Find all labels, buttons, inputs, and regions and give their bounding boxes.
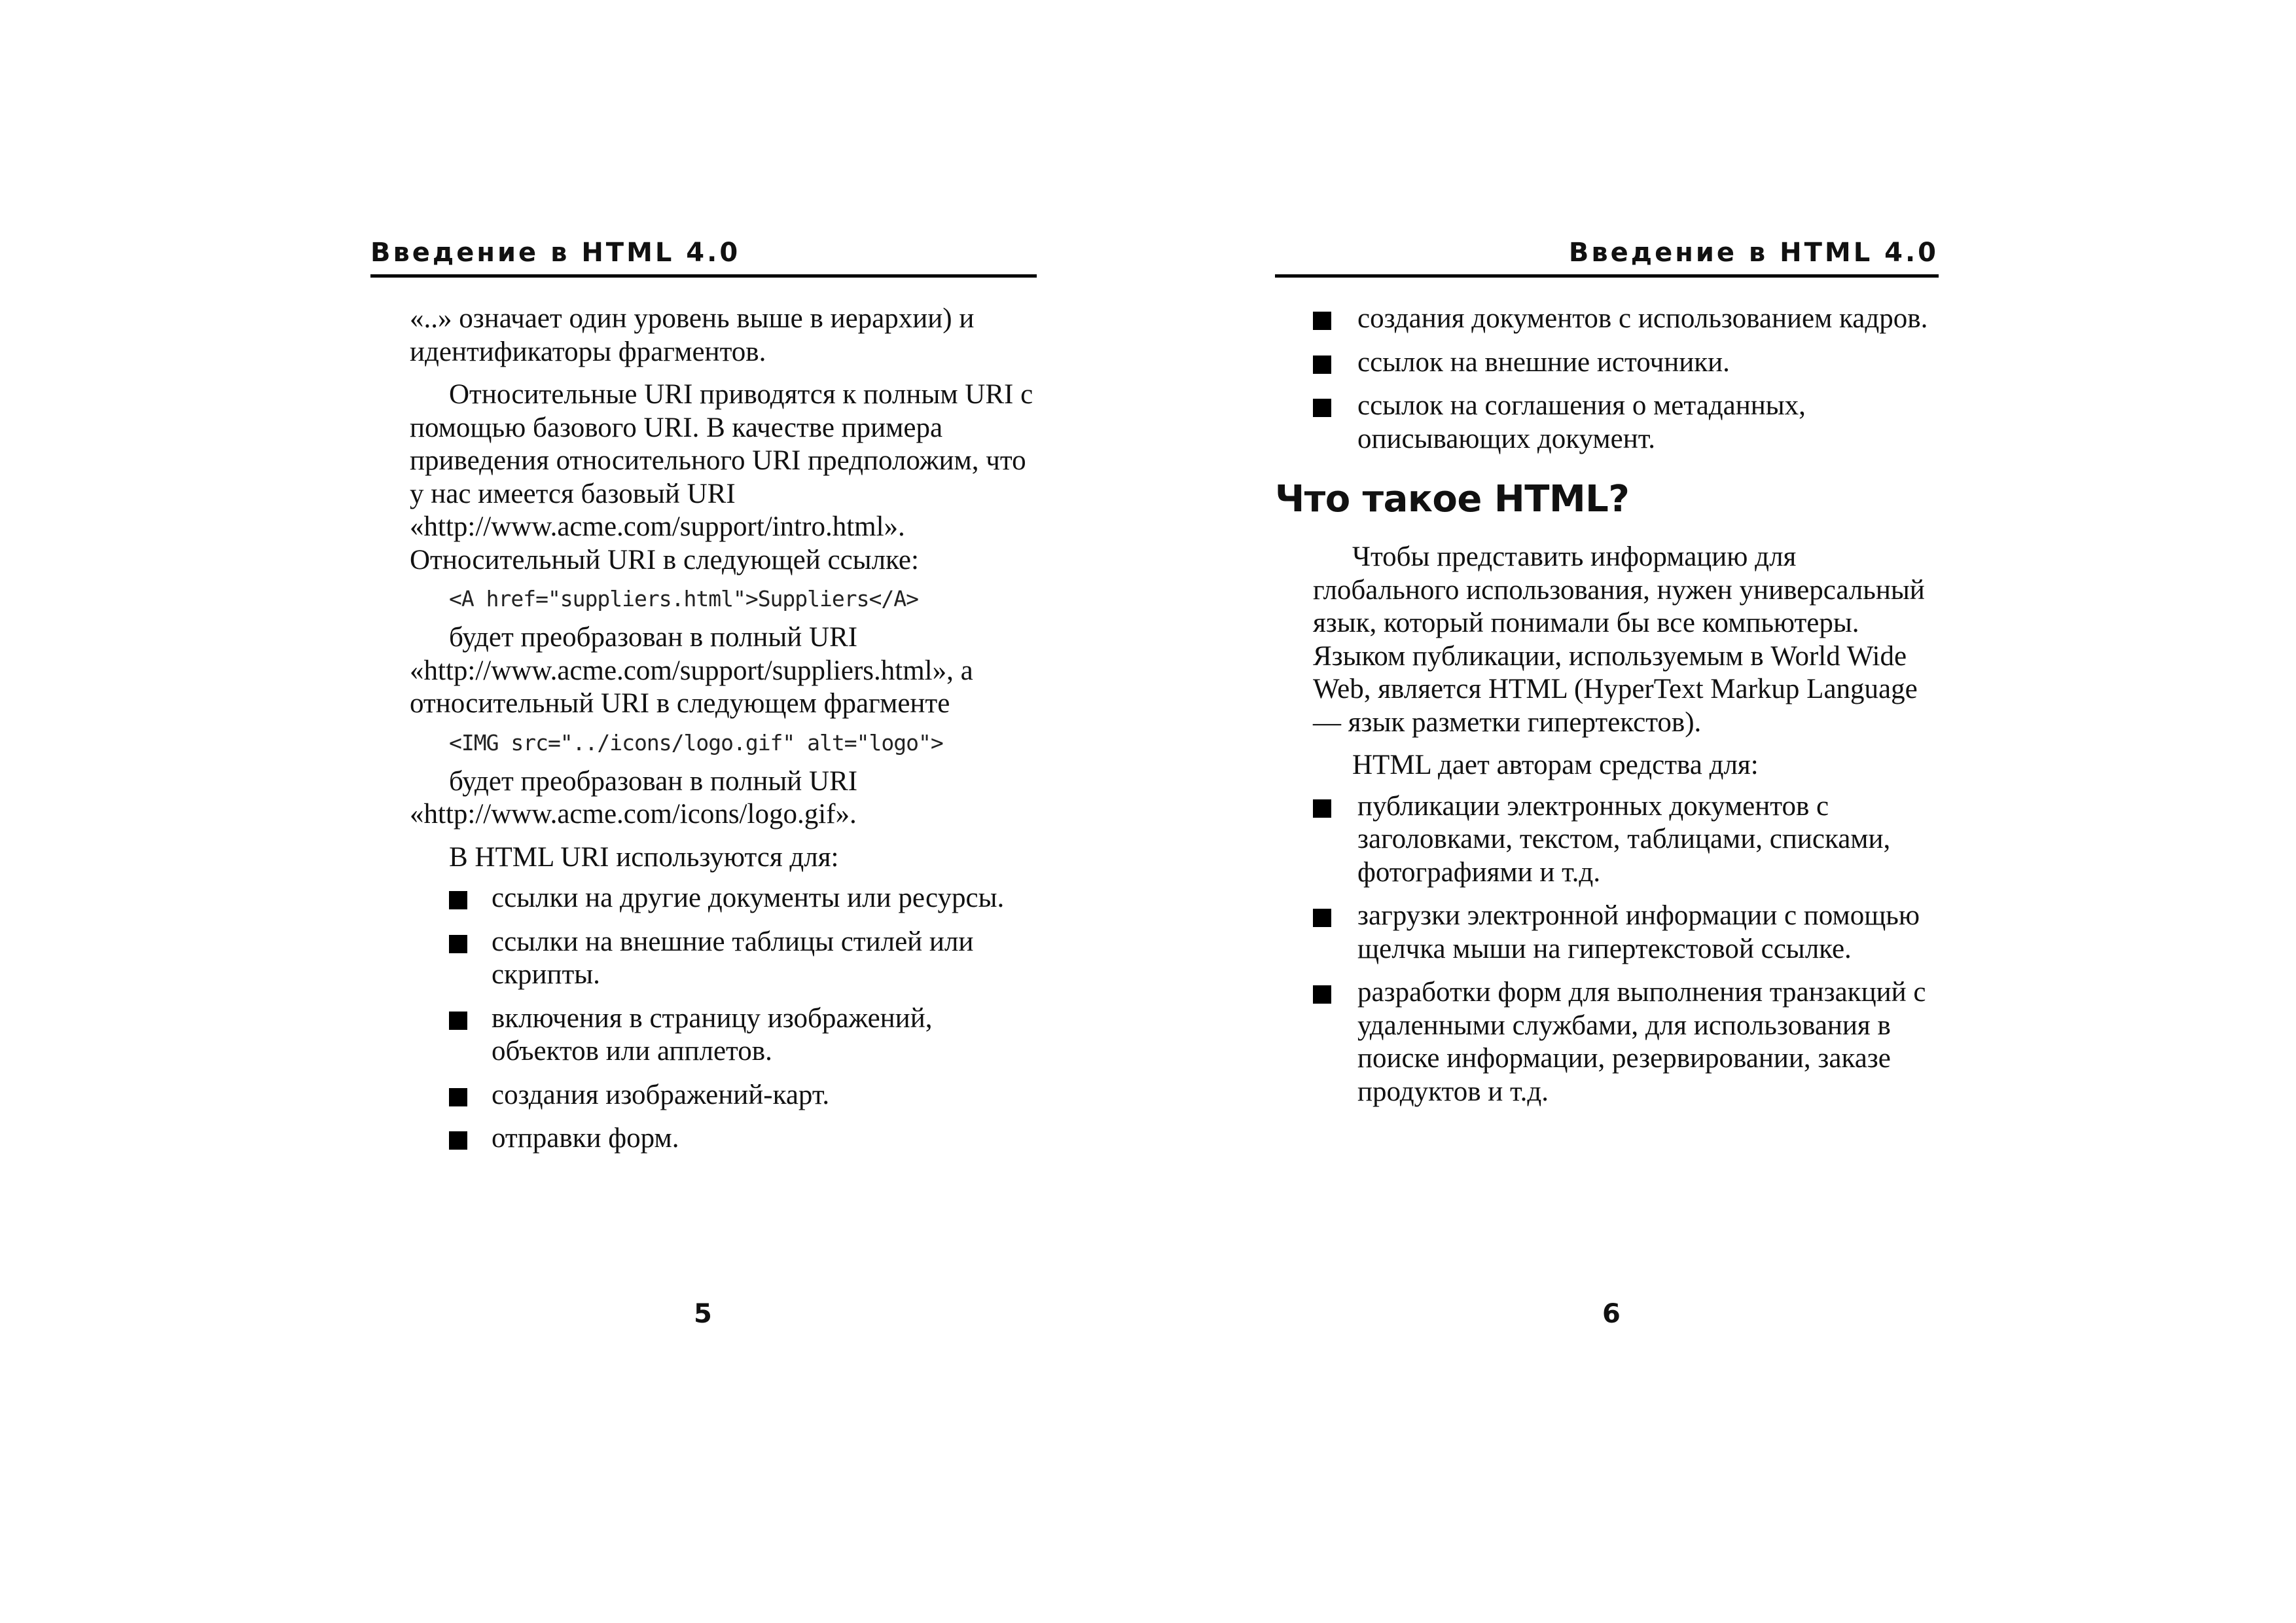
square-bullet-icon xyxy=(1313,356,1331,374)
list-item-text: ссылок на внешние источники. xyxy=(1357,346,1730,378)
square-bullet-icon xyxy=(1313,799,1331,818)
section-heading: Что такое HTML? xyxy=(1275,478,1630,520)
list-item-text: создания документов с использованием кадров. xyxy=(1357,303,1928,334)
square-bullet-icon xyxy=(449,1088,467,1106)
square-bullet-icon xyxy=(449,891,467,909)
square-bullet-icon xyxy=(449,1131,467,1150)
list-item xyxy=(410,1122,1037,1156)
list-item xyxy=(1313,346,1939,380)
list-item-text: отправки форм. xyxy=(492,1123,679,1154)
bullet-list xyxy=(410,882,1037,1156)
list-item-text: публикации электронных документов с заголовками, текстом, таблицами, списками, фотографиями и т.д. xyxy=(1357,790,1891,888)
running-head: Введение в HTML 4.0 xyxy=(370,238,741,268)
square-bullet-icon xyxy=(1313,985,1331,1004)
list-item xyxy=(410,926,1037,992)
paragraph: будет преобразован в полный URI «http://www.acme.com/support/suppliers.html», а относительный URI в следующем фрагменте xyxy=(410,622,973,719)
code-example: <A href="suppliers.html">Suppliers</A> xyxy=(449,586,918,611)
list-item-text: создания изображений-карт. xyxy=(492,1079,830,1110)
paragraph: Чтобы представить информацию для глобального использования, нужен универсальный язык, который понимали бы все компьютеры. Языком публикации, используемым в World Wide Web, является HTML (HyperText Markup Language — язык разметки гипертекстов). xyxy=(1313,541,1925,738)
paragraph: HTML дает авторам средства для: xyxy=(1352,750,1759,780)
paragraph: «..» означает один уровень выше в иерархии) и идентификаторы фрагментов. xyxy=(410,303,975,367)
bullet-list xyxy=(1313,790,1939,1109)
code-example: <IMG src="../icons/logo.gif" alt="logo"> xyxy=(449,729,943,756)
list-item-text: загрузки электронной информации с помощью щелчка мыши на гипертекстовой ссылке. xyxy=(1357,900,1920,964)
right-page-body xyxy=(1275,302,1939,1119)
paragraph: Относительные URI приводятся к полным URI с помощью базового URI. В качестве примера приведения относительного URI предположим, что у нас имеется базовый URI «http://www.acme.com/support/intro.html». Относительный URI в следующей ссылке: xyxy=(410,379,1033,575)
square-bullet-icon xyxy=(1313,909,1331,927)
bullet-list xyxy=(1313,302,1939,456)
list-item xyxy=(1313,900,1939,966)
list-item-text: ссылки на другие документы или ресурсы. xyxy=(492,883,1005,913)
list-item-text: ссылки на внешние таблицы стилей или скрипты. xyxy=(492,926,974,990)
list-item xyxy=(1313,302,1939,336)
square-bullet-icon xyxy=(449,1012,467,1030)
square-bullet-icon xyxy=(1313,399,1331,417)
square-bullet-icon xyxy=(449,935,467,953)
list-item xyxy=(410,1002,1037,1068)
page-number: 5 xyxy=(694,1299,712,1329)
list-item xyxy=(1313,390,1939,456)
header-rule xyxy=(370,274,1037,278)
list-item xyxy=(410,882,1037,915)
square-bullet-icon xyxy=(1313,312,1331,330)
left-page-body xyxy=(410,302,1037,1166)
list-item-text: ссылок на соглашения о метаданных, описывающих документ. xyxy=(1357,390,1806,454)
list-item-text: разработки форм для выполнения транзакций с удаленными службами, для использования в поиске информации, резервировании, заказе продуктов и т.д. xyxy=(1357,977,1926,1107)
list-item-text: включения в страницу изображений, объектов или апплетов. xyxy=(492,1002,933,1067)
list-item xyxy=(1313,790,1939,890)
paragraph: будет преобразован в полный URI «http://www.acme.com/icons/logo.gif». xyxy=(410,765,858,830)
paragraph: В HTML URI используются для: xyxy=(449,841,839,873)
running-head: Введение в HTML 4.0 xyxy=(1568,238,1939,268)
header-rule xyxy=(1275,274,1939,278)
page-number: 6 xyxy=(1602,1299,1621,1329)
list-item xyxy=(410,1079,1037,1112)
list-item xyxy=(1313,976,1939,1108)
